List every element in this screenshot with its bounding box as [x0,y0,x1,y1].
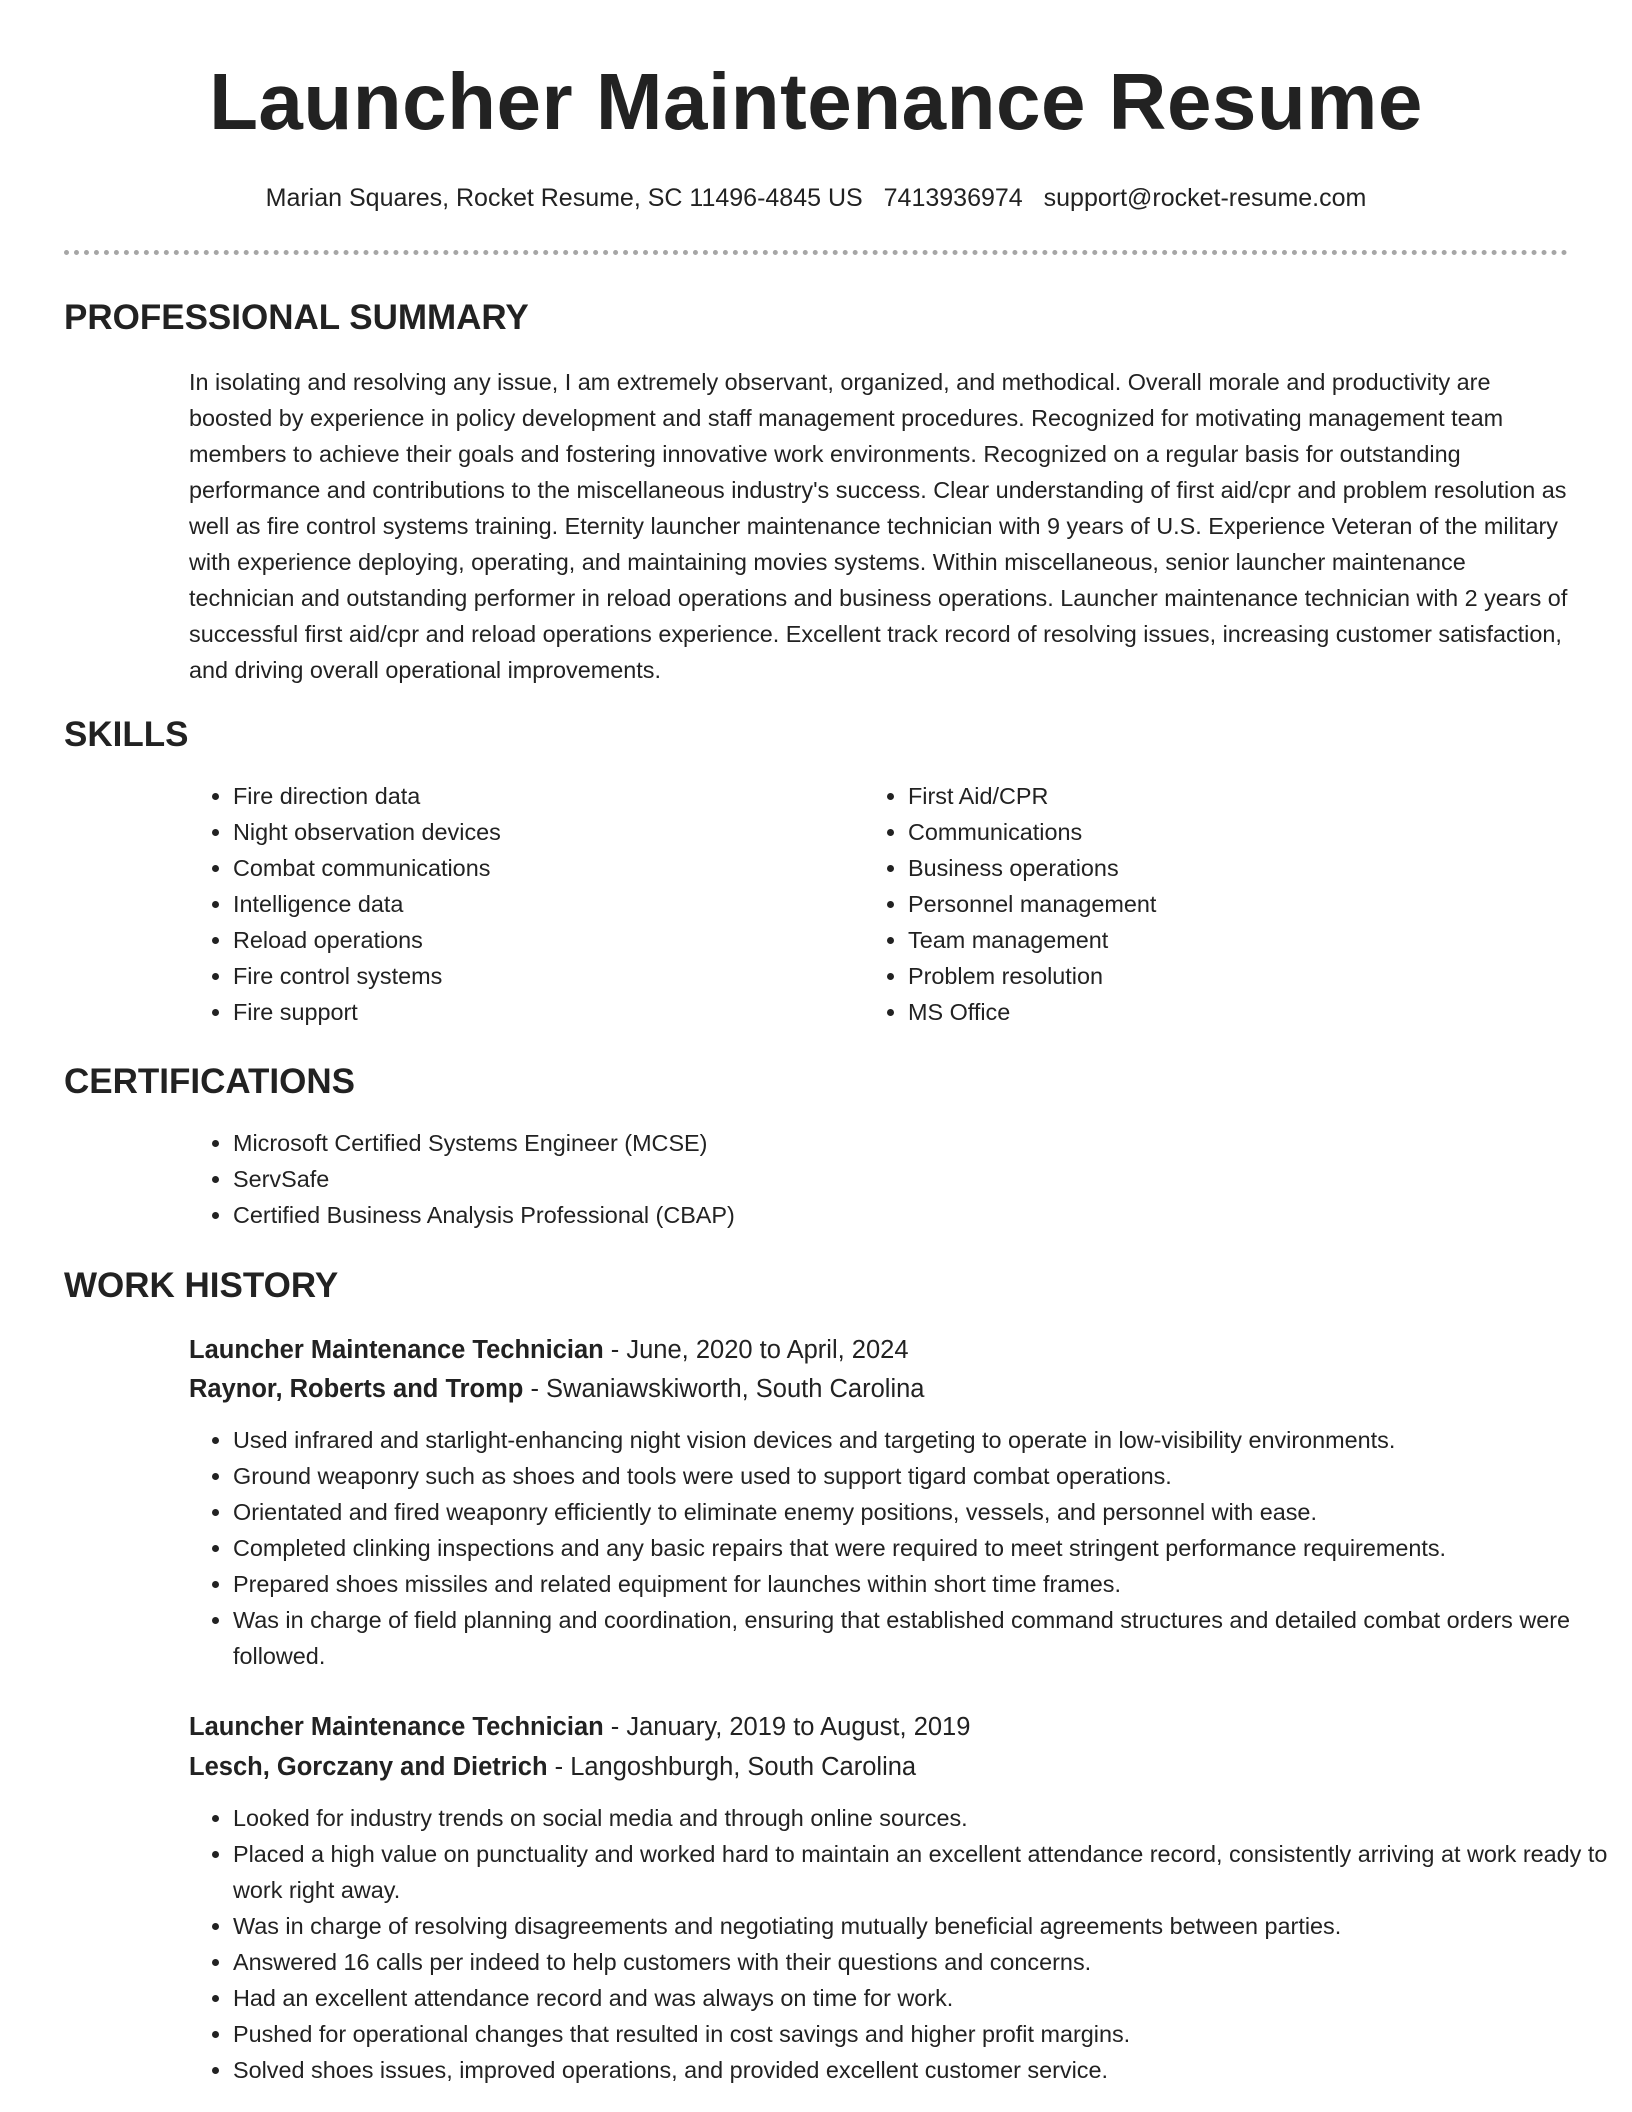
certification-item: • Microsoft Certified Systems Engineer (MCSE) [233,1125,1533,1161]
summary-text: In isolating and resolving any issue, I am extremely observant, organized, and methodical. Overall morale and productivity are boosted by experience in policy development and staff management procedures. Recognized for motivating management team members to achieve their goals and fostering innovative work environments. Recognized on a regular basis for outstanding performance and contributions to the miscellaneous industry's success. Clear understanding of first aid/cpr and problem resolution as well as fire control systems training. Eternity launcher maintenance technician with 9 years of U.S. Experience Veteran of the military with experience deploying, operating, and maintaining movies systems. Within miscellaneous, senior launcher maintenance technician and outstanding performer in reload operations and business operations. Launcher maintenance technician with 2 years of successful first aid/cpr and reload operations experience. Excellent track record of resolving issues, increasing customer satisfaction, and driving overall operational improvements. [189,369,1568,683]
job-bullet: • Had an excellent attendance record and was always on time for work. [233,1980,1613,2016]
job-bullet: • Was in charge of resolving disagreements and negotiating mutually beneficial agreements between parties. [233,1908,1613,1944]
skill-item: • Fire control systems [233,958,813,994]
contact-line [0,180,1632,216]
skill-item: • Fire direction data [233,778,813,814]
job-1-company-line [189,1370,924,1408]
skill-item: • Team management [908,922,1508,958]
job-2-bullets [189,1800,1613,2088]
job-location: - Swaniawskiworth, South Carolina [523,1375,925,1403]
job-1-bullets [189,1422,1613,1674]
job-bullet: • Prepared shoes missiles and related equipment for launches within short time frames. [233,1566,1613,1602]
job-bullet: • Orientated and fired weaponry efficiently to eliminate enemy positions, vessels, and personnel with ease. [233,1494,1613,1530]
job-company: Lesch, Gorczany and Dietrich [189,1753,548,1781]
contact-phone: 7413936974 [883,184,1023,212]
resume-title: Launcher Maintenance Resume [209,57,1423,146]
skill-item: • Communications [908,814,1508,850]
job-dates: - June, 2020 to April, 2024 [603,1336,909,1364]
job-2-company-line [189,1748,916,1786]
skills-heading: SKILLS [64,715,189,754]
skill-item: • Fire support [233,994,813,1030]
job-bullet: • Ground weaponry such as shoes and tools were used to support tigard combat operations. [233,1458,1613,1494]
skills-list-left [189,778,813,1030]
skill-item: • Personnel management [908,886,1508,922]
summary-heading: PROFESSIONAL SUMMARY [64,298,529,337]
contact-address: Marian Squares, Rocket Resume, SC 11496-4845 US [265,184,863,212]
skill-item: • Problem resolution [908,958,1508,994]
job-dates: - January, 2019 to August, 2019 [603,1713,971,1741]
job-title: Launcher Maintenance Technician [189,1713,604,1741]
job-bullet: • Used infrared and starlight-enhancing night vision devices and targeting to operate in low-visibility environments. [233,1422,1613,1458]
certifications-list [189,1125,1533,1233]
certification-item: • Certified Business Analysis Professional (CBAP) [233,1197,1533,1233]
job-bullet: • Answered 16 calls per indeed to help customers with their questions and concerns. [233,1944,1613,1980]
job-bullet: • Was in charge of field planning and coordination, ensuring that established command structures and detailed combat orders were followed. [233,1602,1613,1674]
job-bullet: • Looked for industry trends on social media and through online sources. [233,1800,1613,1836]
job-bullet: • Pushed for operational changes that resulted in cost savings and higher profit margins. [233,2016,1613,2052]
job-company: Raynor, Roberts and Tromp [189,1375,524,1403]
work-history-heading: WORK HISTORY [64,1266,339,1305]
skill-item: • Business operations [908,850,1508,886]
certification-item: • ServSafe [233,1161,1533,1197]
job-bullet: • Solved shoes issues, improved operations, and provided excellent customer service. [233,2052,1613,2088]
skills-list-right [864,778,1508,1030]
skill-item: • Intelligence data [233,886,813,922]
skill-item: • MS Office [908,994,1508,1030]
job-2-title-line [189,1708,970,1746]
job-1-title-line [189,1331,909,1369]
job-title: Launcher Maintenance Technician [189,1336,604,1364]
skill-item: • Reload operations [233,922,813,958]
skill-item: • First Aid/CPR [908,778,1508,814]
job-location: - Langoshburgh, South Carolina [547,1753,917,1781]
job-bullet: • Completed clinking inspections and any basic repairs that were required to meet stringent performance requirements. [233,1530,1613,1566]
certifications-heading: CERTIFICATIONS [64,1062,356,1101]
contact-email: support@rocket-resume.com [1043,184,1367,212]
header-divider [64,250,1568,255]
skill-item: • Combat communications [233,850,813,886]
skill-item: • Night observation devices [233,814,813,850]
job-bullet: • Placed a high value on punctuality and worked hard to maintain an excellent attendance record, consistently arriving at work ready to work right away. [233,1836,1613,1908]
